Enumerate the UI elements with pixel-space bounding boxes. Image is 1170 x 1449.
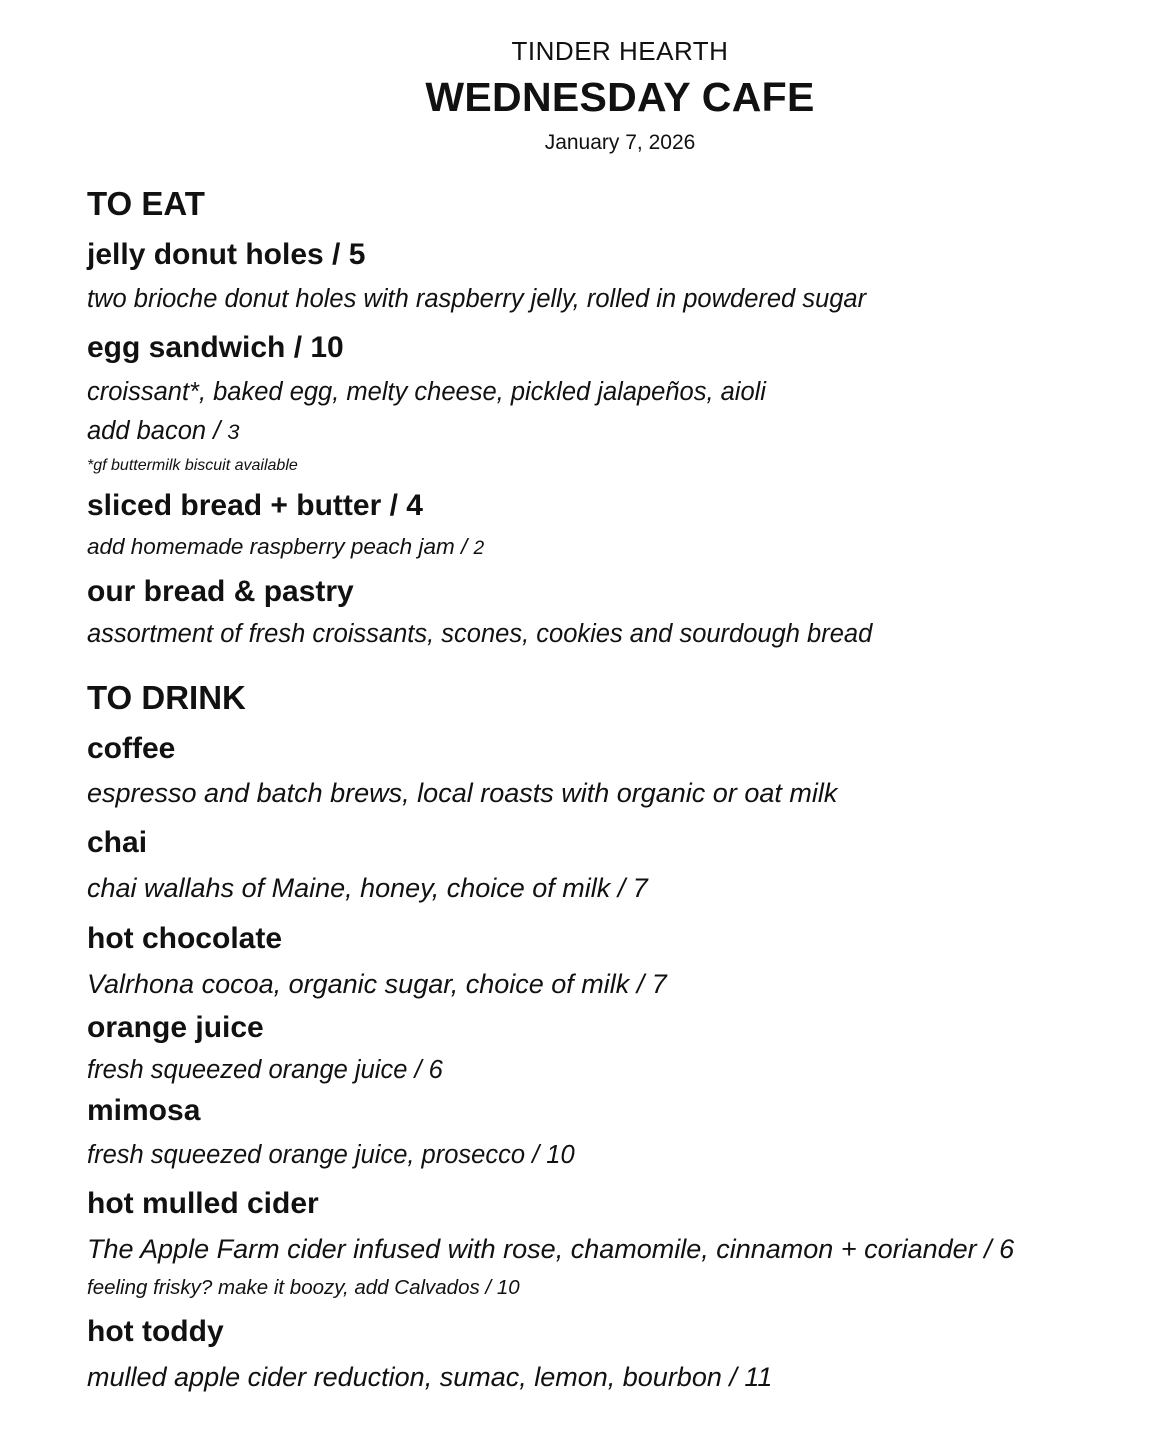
menu-item-description: two brioche donut holes with raspberry jelly, rolled in powdered sugar (87, 285, 867, 313)
menu-item-name: hot mulled cider (87, 1187, 319, 1220)
menu-item-name: egg sandwich / 10 (87, 331, 344, 364)
menu-item-description: fresh squeezed orange juice, prosecco / 10 (87, 1141, 575, 1169)
section-heading-drink: TO DRINK (87, 679, 246, 716)
menu-item-description: Valrhona cocoa, organic sugar, choice of milk / 7 (87, 969, 667, 999)
menu-item-name: chai (87, 826, 148, 859)
menu-item-name: mimosa (87, 1094, 201, 1127)
menu-item-addon (87, 417, 239, 446)
menu-item-name: jelly donut holes / 5 (87, 238, 366, 271)
menu-item-description: chai wallahs of Maine, honey, choice of milk / 7 (87, 873, 648, 903)
menu-item-name: hot chocolate (87, 922, 283, 955)
menu-item-name: our bread & pastry (87, 575, 354, 608)
menu-item-name: hot toddy (87, 1315, 224, 1348)
addon-price: 2 (473, 538, 485, 559)
cafe-brand: TINDER HEARTH (511, 36, 729, 66)
menu-item-description: The Apple Farm cider infused with rose, chamomile, cinnamon + coriander / 6 (87, 1234, 1015, 1264)
menu-item-note: feeling frisky? make it boozy, add Calvados / 10 (87, 1276, 520, 1299)
menu-item-description: assortment of fresh croissants, scones, cookies and sourdough bread (87, 620, 873, 648)
section-heading-eat: TO EAT (87, 185, 205, 222)
menu-item-description: croissant*, baked egg, melty cheese, pickled jalapeños, aioli (87, 378, 766, 406)
menu-item-name: coffee (87, 732, 176, 765)
addon-text: add homemade raspberry peach jam / (87, 534, 468, 559)
menu-item-footnote: *gf buttermilk biscuit available (87, 457, 298, 474)
menu-item-description: mulled apple cider reduction, sumac, lemon, bourbon / 11 (87, 1362, 773, 1392)
menu-item-addon (87, 534, 484, 560)
menu-item-name: orange juice (87, 1011, 264, 1044)
menu-item-description: fresh squeezed orange juice / 6 (87, 1056, 443, 1084)
addon-price: 3 (227, 419, 240, 444)
menu-item-name: sliced bread + butter / 4 (87, 489, 423, 522)
menu-item-description: espresso and batch brews, local roasts with organic or oat milk (87, 778, 838, 808)
addon-text: add bacon / (87, 417, 221, 445)
menu-date: January 7, 2026 (544, 131, 696, 154)
menu-title: WEDNESDAY CAFE (425, 74, 815, 120)
